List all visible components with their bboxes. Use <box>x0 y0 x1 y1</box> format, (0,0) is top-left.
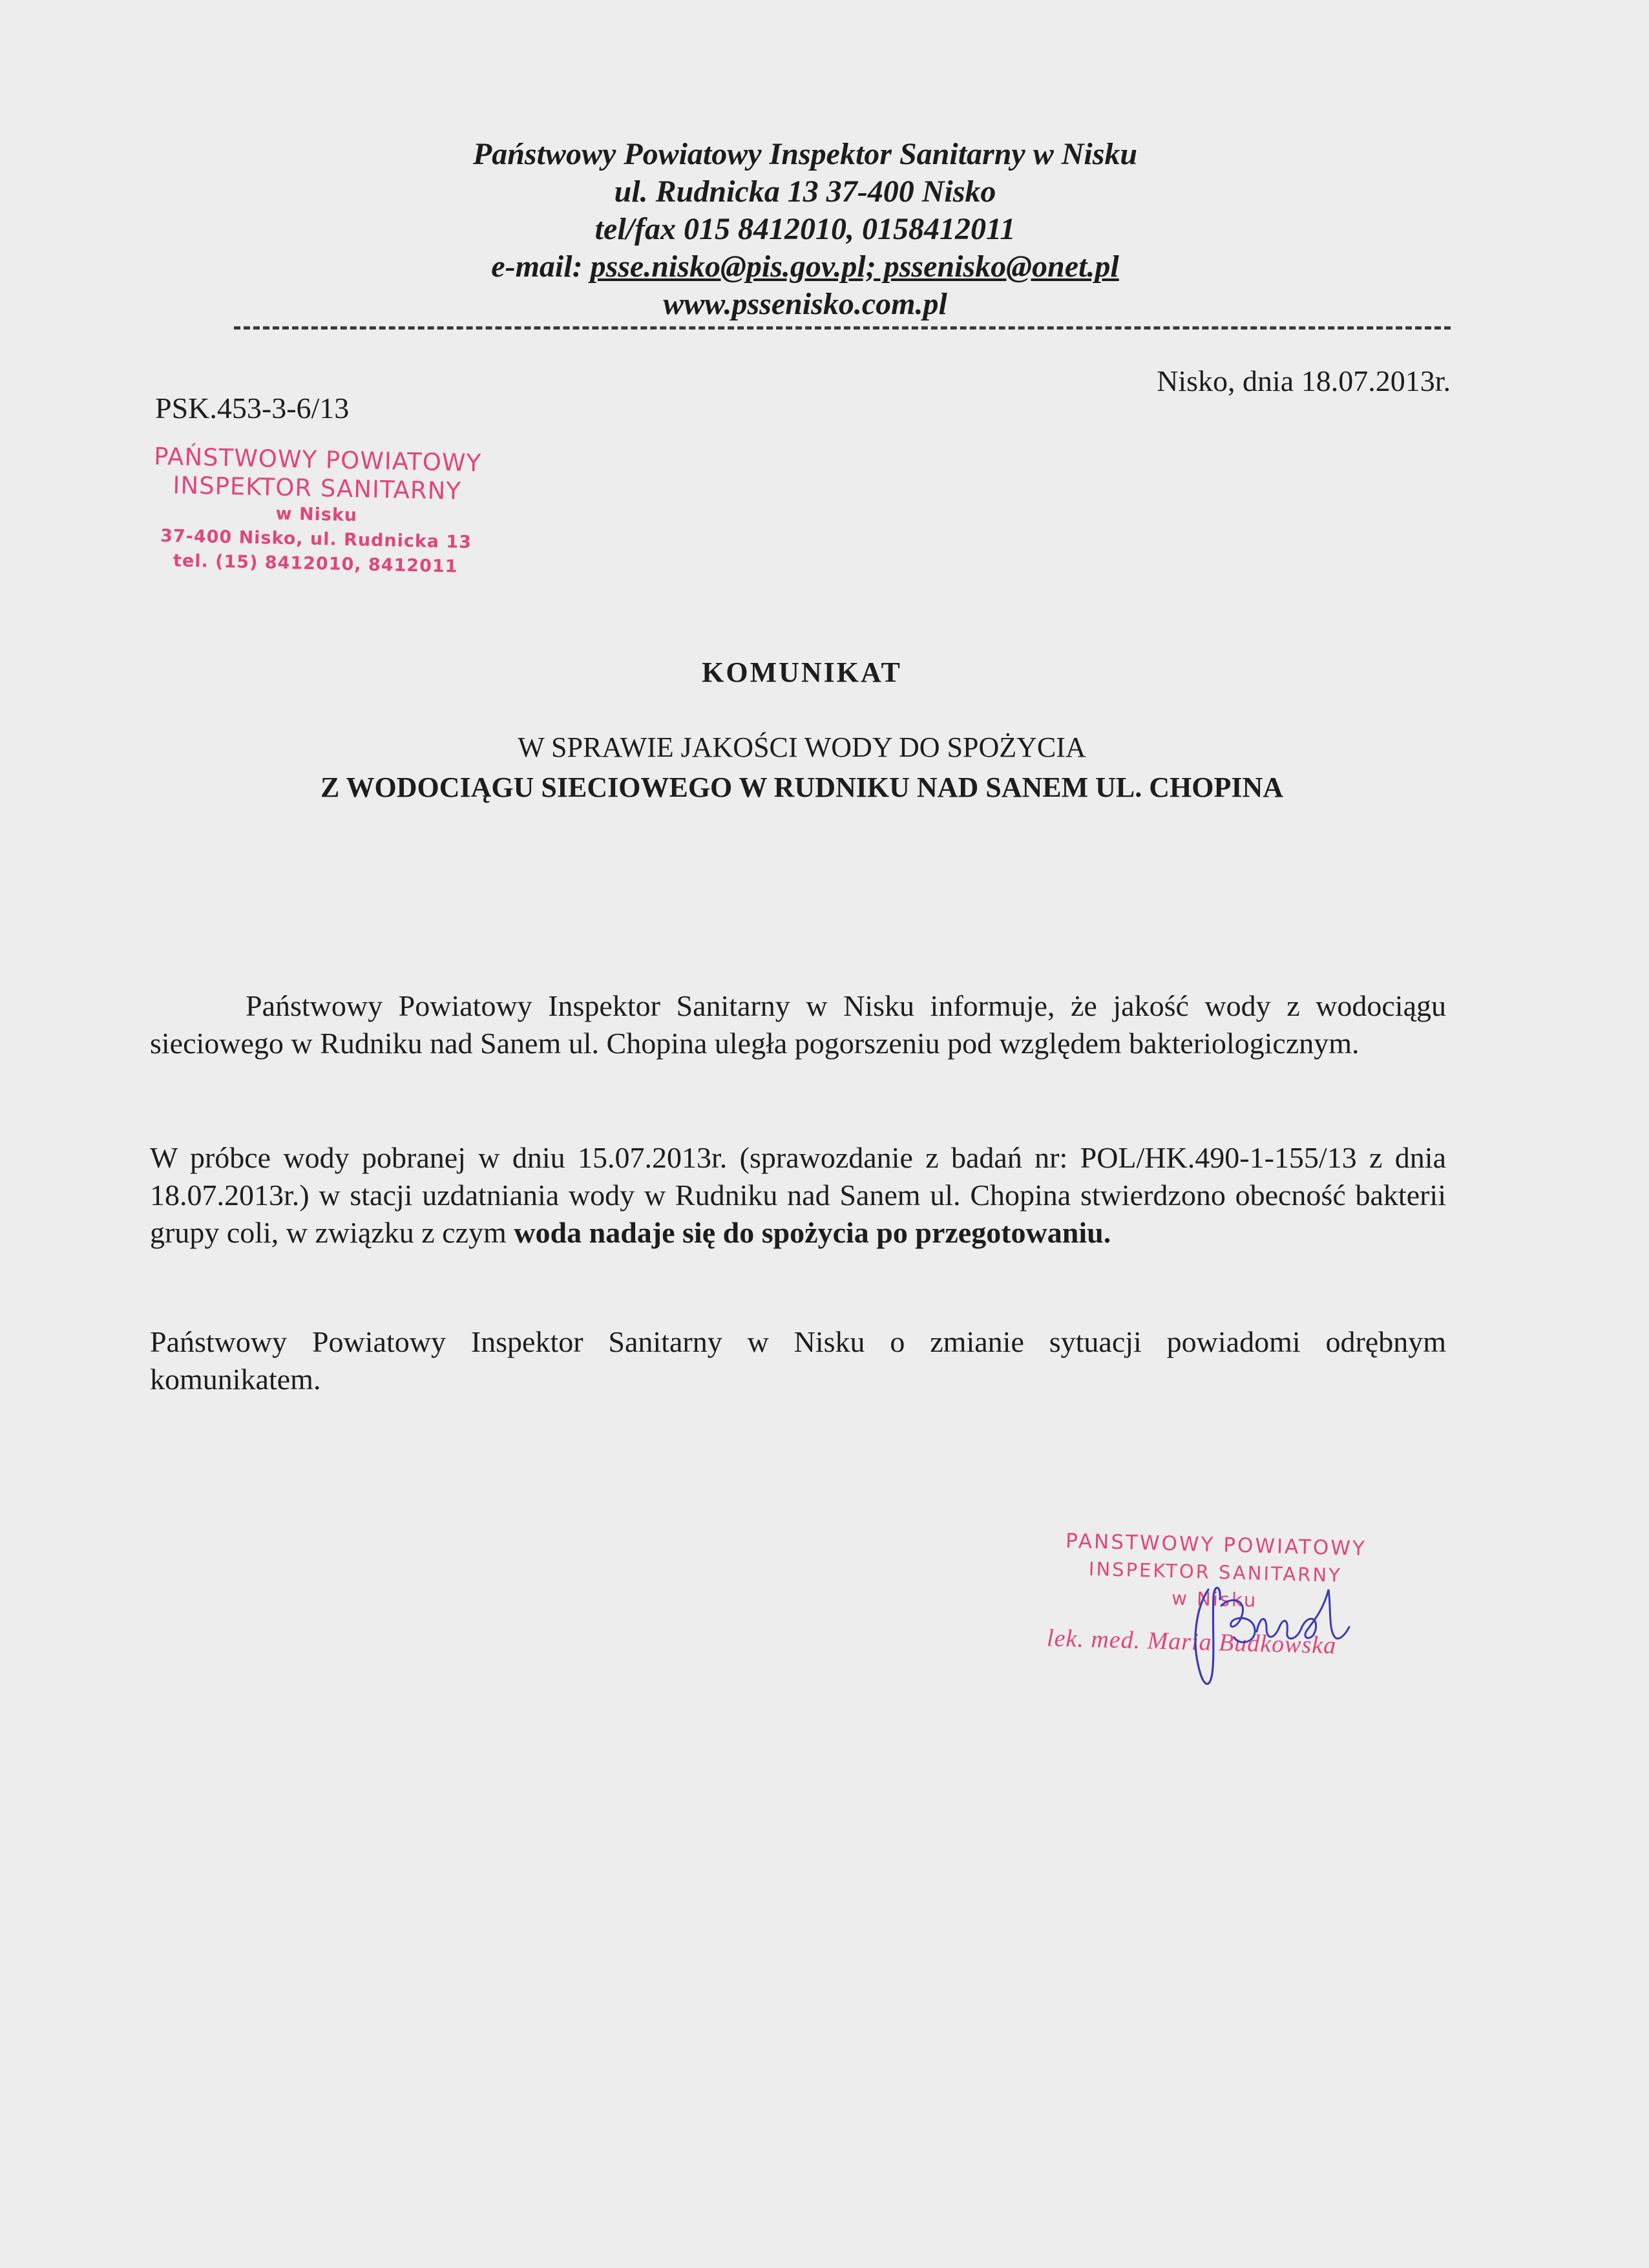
paragraph-emphasis: woda nadaje się do spożycia po przegotowaniu. <box>514 1216 1111 1249</box>
document-date: Nisko, dnia 18.07.2013r. <box>1157 364 1451 397</box>
letterhead-phone: tel/fax 015 8412010, 0158412011 <box>594 212 1016 246</box>
stamp-line: PAŃSTWOWY POWIATOWY <box>153 442 482 478</box>
email-label: e-mail: <box>491 249 591 284</box>
signer-name: lek. med. Maria Budkowska <box>1046 1624 1337 1659</box>
header-divider <box>234 326 1451 330</box>
stamp-line: tel. (15) 8412010, 8412011 <box>173 551 458 577</box>
document-subject-line2: Z WODOCIĄGU SIECIOWEGO W RUDNIKU NAD SANEM UL. CHOPINA <box>320 772 1284 803</box>
letterhead-website[interactable]: www.pssenisko.com.pl <box>663 287 947 321</box>
document-heading: KOMUNIKAT <box>702 656 902 688</box>
institution-stamp-top <box>141 442 492 580</box>
stamp-line: INSPEKTOR SANITARNY <box>1088 1557 1343 1587</box>
stamp-line: PANSTWOWY POWIATOWY <box>1065 1529 1367 1561</box>
paragraph-text: W próbce wody pobranej w dniu 15.07.2013r. (sprawozdanie z badań nr: POL/HK.490-1-155/13 z dnia 18.07.2013r.) w stacji uzdatniania wody w Rudniku nad Sanem ul. Chopina stwierdzono obecność bakterii grupy coli, w związku z czym <box>150 1141 1446 1249</box>
letterhead-address: ul. Rudnicka 13 37-400 Nisko <box>614 174 996 209</box>
body-paragraph-3: Państwowy Powiatowy Inspektor Sanitarny w Nisku o zmianie sytuacji powiadomi odrębnym komunikatem. <box>150 1325 1446 1396</box>
letterhead-email <box>0 248 1610 286</box>
stamp-line: w Nisku <box>275 503 358 526</box>
document-reference: PSK.453-3-6/13 <box>155 392 350 425</box>
body-paragraph-1: Państwowy Powiatowy Inspektor Sanitarny w Nisku informuje, że jakość wody z wodociągu sieciowego w Rudniku nad Sanem ul. Chopina uległa pogorszeniu pod względem bakteriologicznym. <box>150 989 1446 1060</box>
body-paragraph-2 <box>150 1139 1446 1252</box>
letterhead-institution: Państwowy Powiatowy Inspektor Sanitarny w Nisku <box>472 137 1138 171</box>
stamp-line: INSPEKTOR SANITARNY <box>173 471 462 505</box>
stamp-line: w Nisku <box>1171 1587 1258 1612</box>
handwritten-signature <box>1170 1570 1383 1699</box>
stamp-line: 37-400 Nisko, ul. Rudnicka 13 <box>160 525 472 553</box>
email-links[interactable]: psse.nisko@pis.gov.pl; pssenisko@onet.pl <box>590 249 1119 284</box>
document-subject-line1: W SPRAWIE JAKOŚCI WODY DO SPOŻYCIA <box>518 731 1086 763</box>
